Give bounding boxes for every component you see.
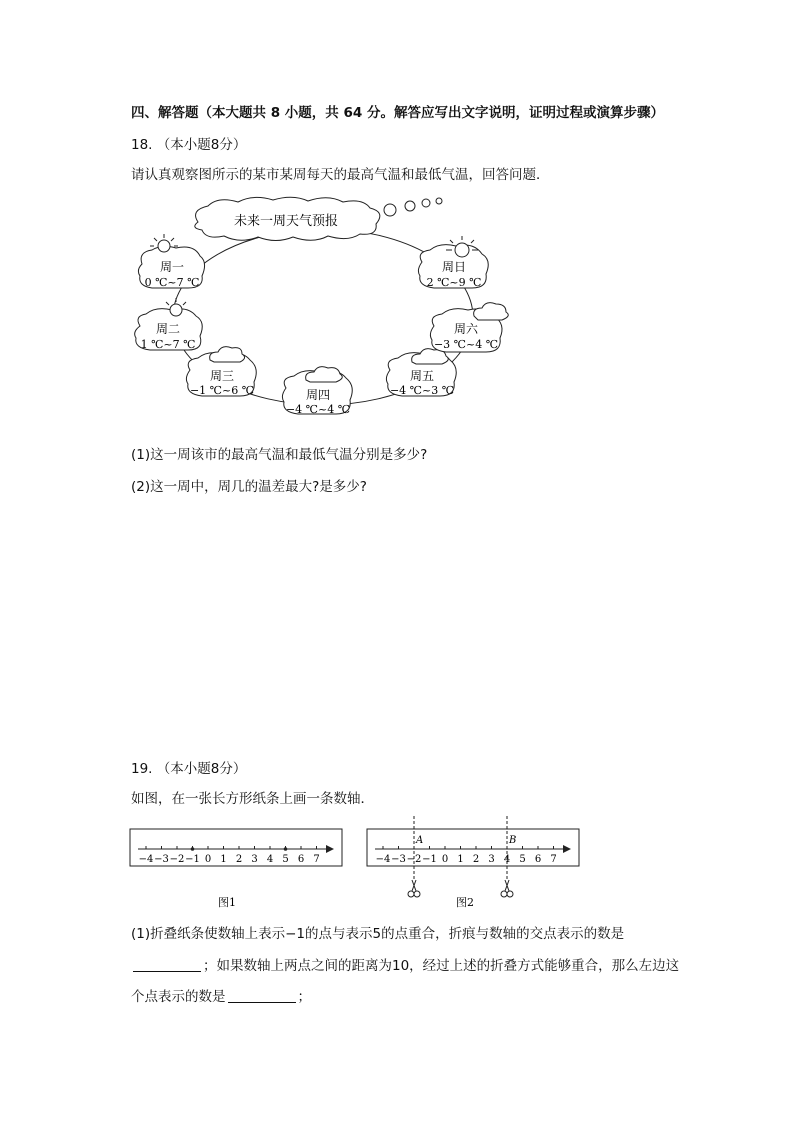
day-label: 周一 <box>159 260 185 274</box>
day-label: 周四 <box>305 388 331 402</box>
cloud-icon <box>210 347 245 362</box>
tick-label: 4 <box>266 854 274 865</box>
tick-label: 2 <box>472 854 480 865</box>
q19-sub1-line3-text: 个点表示的数是 <box>131 989 226 1005</box>
tick-label: −4 <box>375 854 391 865</box>
tick-label: 6 <box>297 854 305 865</box>
q18-header <box>131 136 246 154</box>
tick-label: −1 <box>185 854 200 865</box>
tick-label: 5 <box>519 854 526 865</box>
tick-label: 3 <box>251 854 258 865</box>
tick-label: 1 <box>457 854 464 865</box>
q18-sub2: (2)这一周中，周几的温差最大?是多少? <box>131 479 367 495</box>
tick-label: 5 <box>282 854 289 865</box>
q18-sub1: (1)这一周该市的最高气温和最低气温分别是多少? <box>131 447 428 463</box>
day-card-wed <box>186 347 256 397</box>
q18-intro: 请认真观察图所示的某市某周每天的最高气温和最低气温，回答问题． <box>131 167 550 183</box>
day-temp: −3 ℃~4 ℃ <box>433 338 499 351</box>
day-card-fri <box>386 349 456 397</box>
day-temp: 0 ℃~7 ℃ <box>144 276 200 289</box>
q19-header <box>131 760 246 778</box>
day-temp: −4 ℃~3 ℃ <box>389 384 455 397</box>
figure-1-caption: 图1 <box>218 896 236 909</box>
day-label: 周三 <box>209 369 235 383</box>
banner-title: 未来一周天气预报 <box>233 214 339 229</box>
point-marker <box>284 847 288 851</box>
day-temp: −1 ℃~6 ℃ <box>189 384 255 397</box>
tick-label: 2 <box>235 854 243 865</box>
day-temp: 2 ℃~9 ℃ <box>426 276 482 289</box>
answer-blank-1[interactable] <box>133 957 201 972</box>
number-line-figure-1 <box>128 826 346 912</box>
tick-label: 6 <box>534 854 542 865</box>
q19-sub1-line1: (1)折叠纸条使数轴上表示−1的点与表示5的点重合，折痕与数轴的交点表示的数是 <box>131 926 625 942</box>
tick-label: 4 <box>503 854 511 865</box>
scissors-icon <box>408 880 420 897</box>
tick-label: −3 <box>154 854 169 865</box>
point-b-label: B <box>509 835 517 846</box>
q19-intro: 如图，在一张长方形纸条上画一条数轴． <box>131 791 374 807</box>
tick-label: −3 <box>391 854 406 865</box>
day-label: 周六 <box>453 322 479 336</box>
scissors-icon <box>501 880 513 897</box>
point-a-label: A <box>416 835 424 846</box>
tick-label: 7 <box>313 854 320 865</box>
q19-sub1-line2-text: ；如果数轴上两点之间的距离为10，经过上述的折叠方式能够重合，那么左边这 <box>203 958 680 974</box>
day-label: 周日 <box>441 260 467 274</box>
tick-label: 3 <box>488 854 495 865</box>
q19-sub1-line3 <box>131 988 311 1006</box>
banner-cloud <box>195 197 442 240</box>
tick-label: −2 <box>169 854 185 865</box>
q18-number: 18. <box>131 137 153 153</box>
tick-label: 0 <box>441 854 449 865</box>
day-temp: 1 ℃~7 ℃ <box>140 338 196 351</box>
cloud-icon <box>306 367 343 382</box>
q19-sub1-line3-end: ； <box>297 989 311 1005</box>
q19-score: （本小题8分） <box>156 761 247 777</box>
day-temp: −4 ℃~4 ℃ <box>285 403 351 416</box>
cloud-icon <box>474 303 509 320</box>
point-marker <box>191 847 195 851</box>
tick-label: −1 <box>422 854 437 865</box>
day-label: 周二 <box>155 322 181 336</box>
q19-sub1-line2 <box>131 957 679 975</box>
day-card-mon <box>138 234 204 289</box>
day-card-sun <box>418 236 488 289</box>
day-card-sat <box>430 303 508 352</box>
day-label: 周五 <box>409 369 435 383</box>
tick-label: −2 <box>406 854 422 865</box>
q19-number: 19. <box>131 761 153 777</box>
number-line-figure-2 <box>365 814 585 914</box>
tick-label: −4 <box>138 854 154 865</box>
weather-forecast-figure <box>128 192 518 424</box>
tick-label: 1 <box>220 854 227 865</box>
answer-blank-2[interactable] <box>228 988 296 1003</box>
figure-2-caption: 图2 <box>456 896 474 909</box>
day-card-tue <box>135 298 203 351</box>
day-card-thu <box>282 367 352 416</box>
tick-label: 0 <box>204 854 212 865</box>
q18-score: （本小题8分） <box>156 137 247 153</box>
section-heading: 四、解答题（本大题共 8 小题，共 64 分。解答应写出文字说明，证明过程或演算步骤） <box>131 105 664 121</box>
tick-label: 7 <box>550 854 557 865</box>
